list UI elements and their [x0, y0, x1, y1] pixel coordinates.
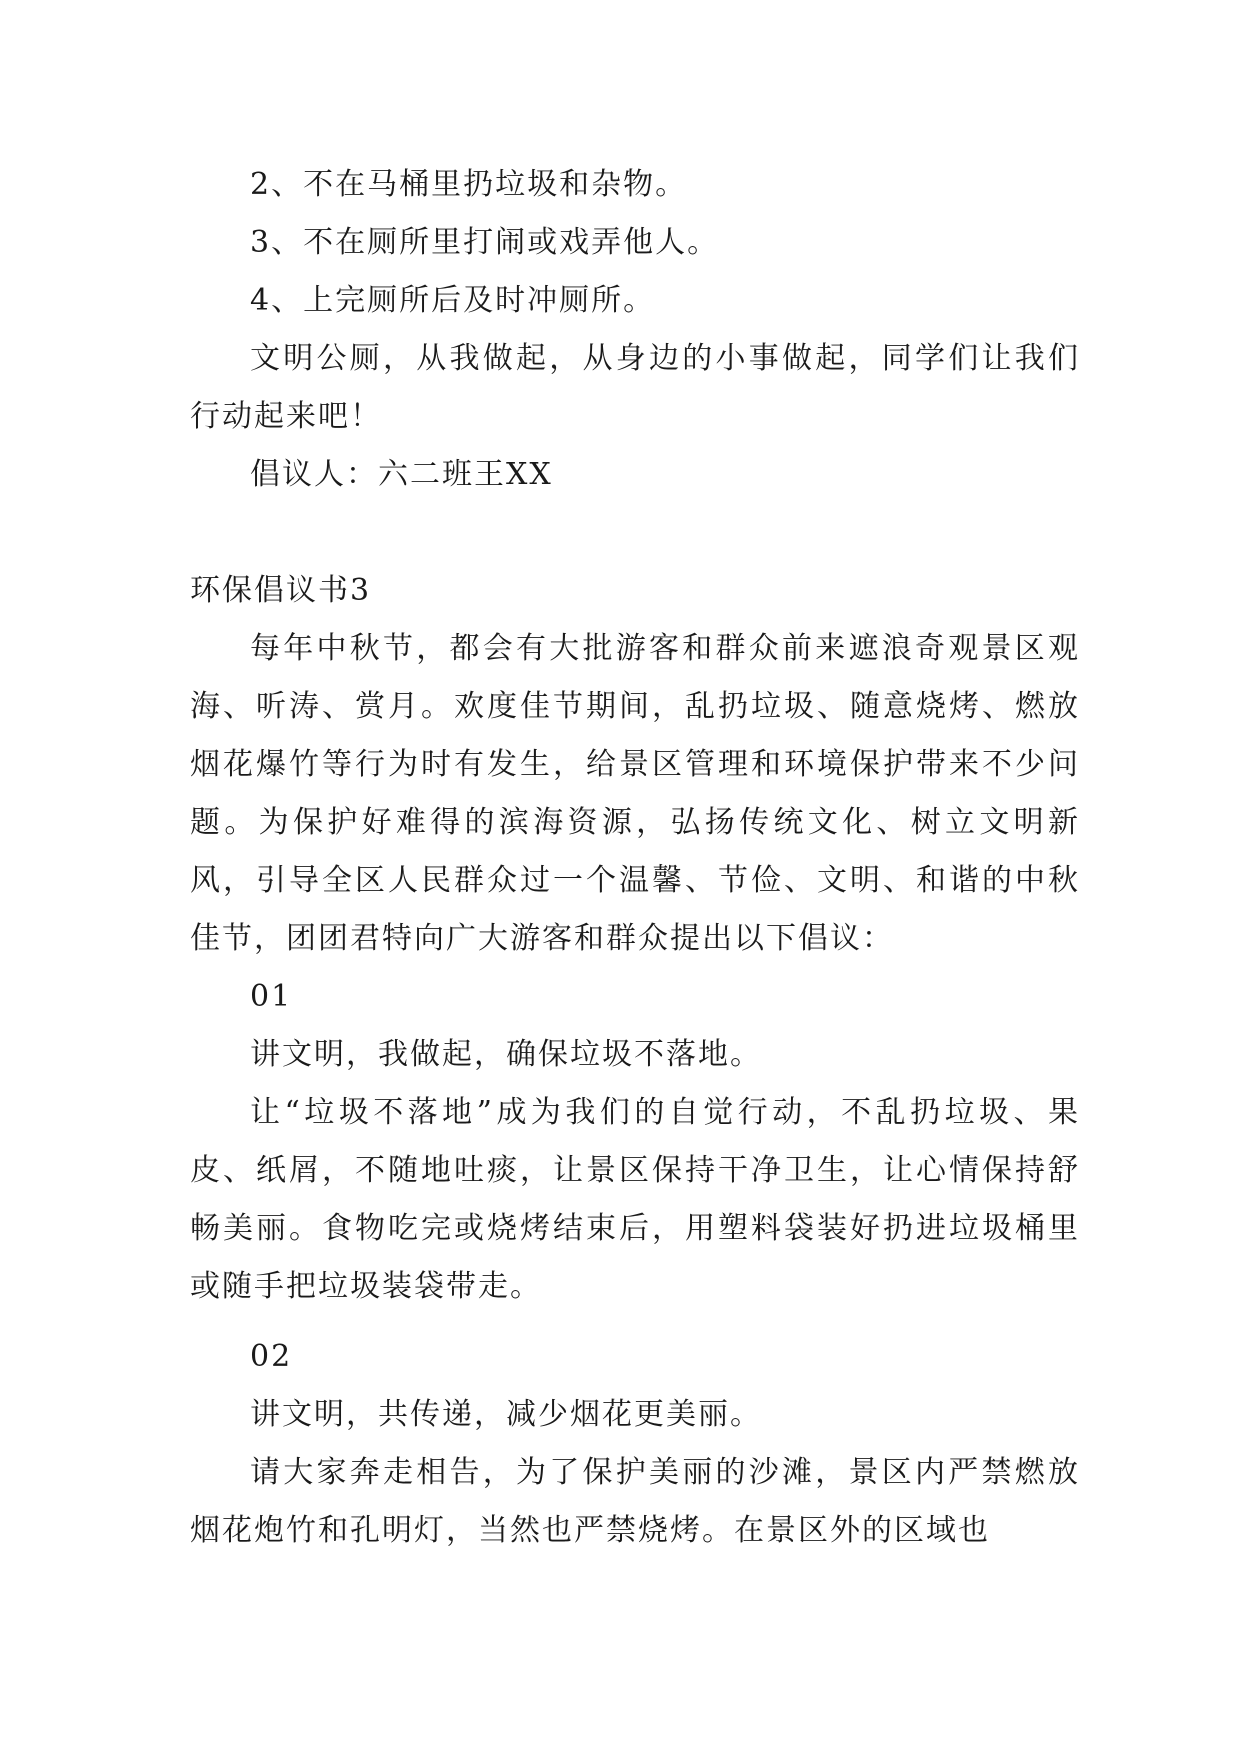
- item-number-01: 01: [250, 979, 293, 1014]
- intro-paragraph: 每年中秋节，都会有大批游客和群众前来遮浪奇观景区观海、听涛、赏月。欢度佳节期间，乱扔垃圾、随意烧烤、燃放烟花爆竹等行为时有发生，给景区管理和环境保护带来不少问题。为保护好难得的滨海资源，弘扬传统文化、树立文明新风，引导全区人民群众过一个温馨、节俭、文明、和谐的中秋佳节，团团君特向广大游客和群众提出以下倡议：: [190, 631, 1080, 956]
- closing-paragraph: 文明公厕，从我做起，从身边的小事做起，同学们让我们行动起来吧！: [190, 341, 1080, 434]
- document-body: [190, 156, 1080, 1560]
- item-heading-01: 讲文明，我做起，确保垃圾不落地。: [250, 1037, 762, 1072]
- section-title: 环保倡议书3: [190, 573, 372, 608]
- list-item-4: 4、上完厕所后及时冲厕所。: [250, 283, 656, 318]
- item-heading-02: 讲文明，共传递，减少烟花更美丽。: [250, 1397, 762, 1432]
- list-item-2: 2、不在马桶里扔垃圾和杂物。: [250, 167, 688, 202]
- item-number-02: 02: [250, 1339, 293, 1374]
- signature-line: 倡议人：六二班王XX: [250, 457, 553, 492]
- list-item-3: 3、不在厕所里打闹或戏弄他人。: [250, 225, 720, 260]
- section-spacer: [190, 504, 1080, 562]
- item-body-02: 请大家奔走相告，为了保护美丽的沙滩，景区内严禁燃放烟花炮竹和孔明灯，当然也严禁烧烤。在景区外的区域也: [190, 1455, 1080, 1548]
- item-body-01: 让“垃圾不落地”成为我们的自觉行动，不乱扔垃圾、果皮、纸屑，不随地吐痰，让景区保持干净卫生，让心情保持舒畅美丽。食物吃完或烧烤结束后，用塑料袋装好扔进垃圾桶里或随手把垃圾装袋带走。: [190, 1095, 1080, 1304]
